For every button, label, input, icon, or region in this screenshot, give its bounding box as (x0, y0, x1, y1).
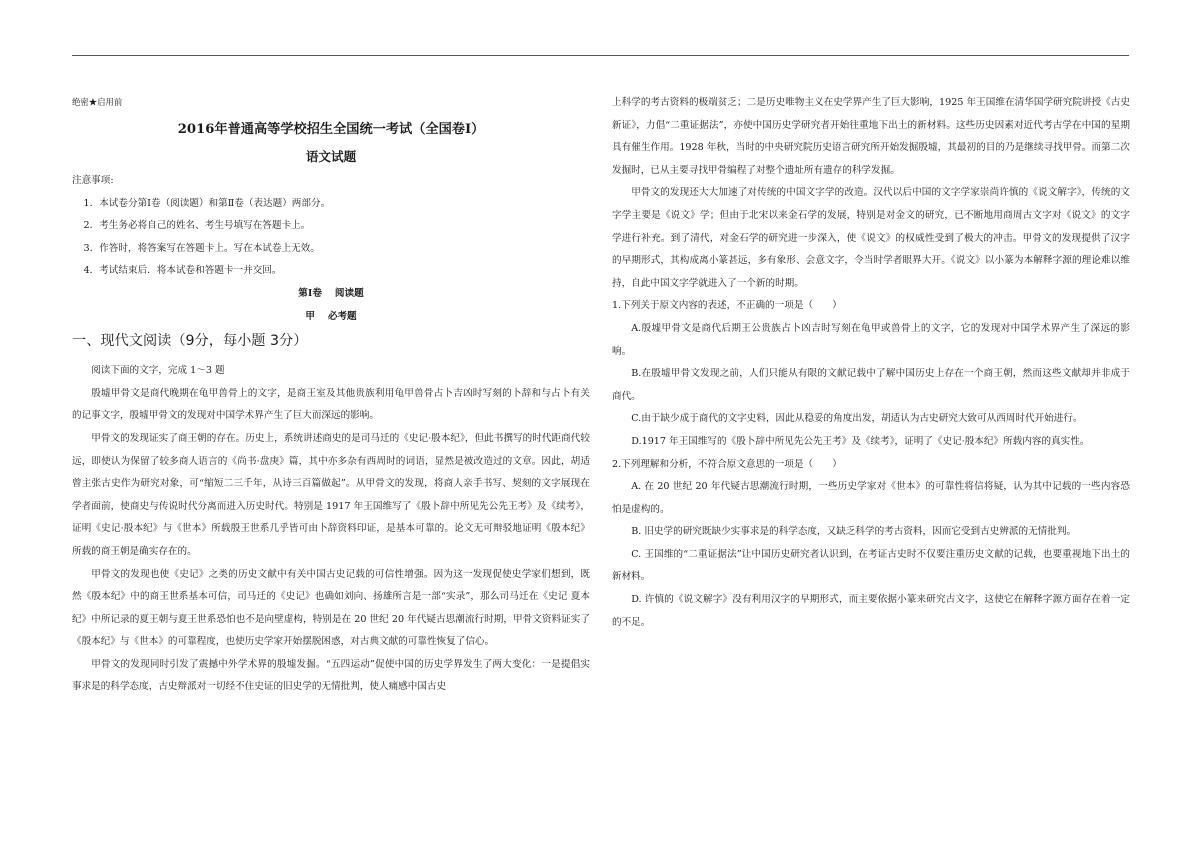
section-heading: 一、现代文阅读（9分，每小题 3分） (72, 333, 308, 350)
question-option: C. 王国维的“二重证据法”让中国历史研究者认识到，在考证古史时不仅要注重历史文献的记载，也要重视地下出土的新材料。 (612, 548, 1130, 583)
passage-paragraph: 上科学的考古资料的极端贫乏；二是历史唯物主义在史学界产生了巨大影响，1925 年王国维在清华国学研究院讲授《古史新证》，力倡“二重证据法”，亦使中国历史学研究者开始往重地下出土的新材料。这些历史因素对近代考古学在中国的星期具有催生作用。1928 年秋，当时的中央研究院历史语言研究所开始发掘殷墟，其最初的目的乃是继续寻找甲骨。而第二次发掘时，已从主要寻找甲骨编程了对整个遗址所有遗存的科学发掘。 (612, 97, 1130, 176)
notice-item: 4．考试结束后．将本试卷和答题卡一并交回。 (83, 265, 282, 277)
notice-item: 1．本试卷分第Ⅰ卷（阅读题）和第Ⅱ卷（表达题）两部分。 (83, 197, 331, 209)
right-column (612, 92, 1130, 634)
notice-item: 3．作答时，将答案写在答题卡上。写在本试卷上无效。 (83, 242, 320, 254)
passage-paragraph: 甲骨文的发现也使《史记》之类的历史文献中有关中国古史记载的可信性增强。因为这一发现促使史学家们想到，既然《殷本纪》中的商王世系基本可信，司马迁的《史记》也确如刘向、扬雄所言是一部“实录”，那么司马迁在《史记 夏本纪》中所记录的夏王朝与夏王世系恐怕也不是向壁虚构，特别是在 20 世纪 20 年代疑古思潮流行时期，甲骨文资料证实了《殷本纪》与《世本》的可靠程度，也使历史学家开始摆脱困惑，对古典文献的可靠性恢复了信心。 (72, 568, 590, 648)
question-option: B. 旧史学的研究既缺少实事求是的科学态度，又缺乏科学的考古资料，因而它受到古史辨派的无情批判。 (631, 526, 1077, 538)
exam-title: 2016年普通高等学校招生全国统一考试（全国卷Ⅰ） (177, 122, 485, 137)
question-option: A. 在 20 世纪 20 年代疑古思潮流行时期，一些历史学家对《世本》的可靠性将信将疑，认为其中记载的一些内容恐怕是虚构的。 (612, 481, 1130, 515)
section-instruction: 阅读下面的文字，完成 1～3 题 (91, 365, 225, 377)
question-stem: 2.下列理解和分析，不符合原文意思的一项是（ ） (612, 458, 842, 470)
subject-title: 语文试题 (305, 149, 357, 164)
top-rule (72, 55, 1129, 56)
notice-item: 2．考生务必将自己的姓名、考生号填写在答题卡上。 (83, 220, 311, 232)
question-option: D. 许慎的《说文解字》没有利用汉字的早期形式，而主要依据小篆来研究古文字，这使它在解释字源方面存在着一定的不足。 (612, 594, 1130, 628)
part-subtitle: 甲 必考题 (305, 310, 357, 322)
secret-mark: 绝密★启用前 (72, 97, 123, 107)
question-option: B.在殷墟甲骨文发现之前，人们只能从有限的文献记载中了解中国历史上存在一个商王朝，然而这些文献却并非成于商代。 (612, 368, 1130, 402)
question-option: D.1917 年王国维写的《殷卜辞中所见先公先王考》及《续考》，证明了《史记·殷本纪》所载内容的真实性。 (631, 435, 1090, 447)
left-column (72, 92, 590, 699)
passage-paragraph: 殷墟甲骨文是商代晚期在龟甲兽骨上的文字，是商王室及其他贵族利用龟甲兽骨占卜吉凶时写刻的卜辞和与占卜有关的记事文字，殷墟甲骨文的发现对中国学术界产生了巨大而深远的影响。 (72, 387, 590, 422)
notice-title: 注意事项: (72, 175, 114, 186)
question-option: A.殷墟甲骨文是商代后期王公贵族占卜凶吉时写刻在龟甲或兽骨上的文字，它的发现对中国学术界产生了深远的影响。 (612, 322, 1130, 357)
passage-paragraph: 甲骨文的发现同时引发了震撼中外学术界的殷墟发掘。“五四运动”促使中国的历史学界发生了两大变化：一是提倡实事求是的科学态度，古史辩派对一切经不住史证的旧史学的无情批判，使人痛感中国古史 (72, 658, 590, 693)
passage-paragraph: 甲骨文的发现证实了商王朝的存在。历史上，系统讲述商史的是司马迁的《史记·殷本纪》，但此书撰写的时代距商代较远，即使认为保留了较多商人语言的《尚书·盘庚》篇，其中亦多杂有西周时的词语，显然是被改造过的文章。因此，胡适曾主张古史作为研究对象，可“缩短二三千年，从诗三百篇做起”。从甲骨文的发现，将商人亲手书写、契刻的文字展现在学者面前，使商史与传说时代分离而进入历史时代。特别是 1917 年王国维写了《殷卜辞中所见先公先王考》及《续考》，证明《史记·殷本纪》与《世本》所载殷王世系几乎皆可由卜辞资料印证，是基本可靠的。论文无可辩驳地证明《殷本纪》所载的商王朝是确实存在的。 (72, 432, 590, 557)
passage-paragraph: 甲骨文的发现还大大加速了对传统的中国文字学的改造。汉代以后中国的文字学家崇尚许慎的《说文解字》，传统的文字学主要是《说文》学；但由于北宋以来金石学的发展，特别是对金文的研究，已不断地用商周古文字对《说文》的文字学进行补充。到了清代，对金石学的研究进一步深入，使《说文》的权威性受到了极大的冲击。甲骨文的发现提供了汉字的早期形式，其构成离小篆甚远，多有象形、会意文字，令当时学者眼界大开。《说文》以小篆为本解释字源的理论难以维持，自此中国文字学就进入了一个新的时期。 (612, 187, 1130, 289)
part-title: 第Ⅰ卷 阅读题 (298, 287, 364, 299)
question-stem: 1.下列关于原文内容的表述，不正确的一项是（ ） (612, 300, 842, 312)
question-option: C.由于缺少成于商代的文字史料，因此从稳妥的角度出发，胡适认为古史研究大致可从西周时代开始进行。 (631, 413, 1083, 425)
